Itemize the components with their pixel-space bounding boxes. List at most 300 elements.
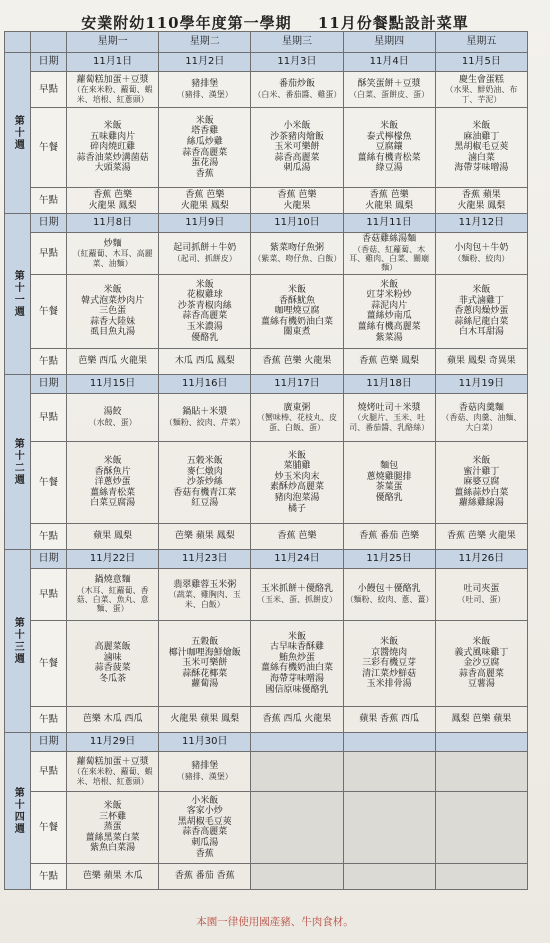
date-cell: 11月1日	[67, 53, 159, 72]
lunch-dish: 蘿絲雞線湯	[458, 498, 504, 509]
breakfast-ingredients: （紅蘿蔔、木耳、高麗菜、油麵）	[72, 249, 153, 268]
snack-fruit: 火龍果 鳳梨	[88, 200, 137, 211]
snack-fruit: 香蕉 蘋果	[461, 189, 501, 200]
breakfast-item: 香菇雞絲湯麵	[362, 234, 417, 244]
breakfast-cell	[251, 72, 343, 108]
lunch-dish: 沙茶炒絲	[186, 477, 223, 488]
header-blank	[5, 32, 31, 53]
breakfast-cell	[159, 751, 251, 791]
lunch-dish: 米飯	[472, 636, 491, 647]
lunch-dish: 絲瓜炒雞	[186, 136, 223, 147]
lunch-dish: 菲式滷雞丁	[458, 295, 504, 306]
breakfast-ingredients: （麵粉、絞肉、芹菜）	[164, 418, 245, 427]
date-cell: 11月22日	[67, 549, 159, 568]
snack-cell	[435, 863, 527, 889]
lunch-cell	[435, 791, 527, 863]
lunch-dish: 蘿蔔湯	[191, 679, 219, 690]
lunch-dish: 菜脯雞	[283, 461, 311, 472]
lunch-dish: 五味雞肉片	[90, 131, 136, 142]
breakfast-ingredients: （麵粉、絞肉、蔥、薑）	[345, 595, 434, 604]
lunch-label: 午餐	[31, 108, 67, 188]
lunch-dish: 刺瓜湯	[283, 163, 311, 174]
breakfast-ingredients: （白菜、蛋餅皮、蛋）	[349, 90, 430, 100]
snack-fruit: 木瓜 西瓜 鳳梨	[174, 356, 235, 367]
page-title	[0, 12, 550, 33]
date-label: 日期	[31, 549, 67, 568]
lunch-dish: 蒜香高麗菜	[458, 668, 504, 679]
snack-fruit: 香蕉 芭樂	[369, 189, 409, 200]
breakfast-cell	[251, 568, 343, 620]
snack-cell	[67, 348, 159, 374]
lunch-cell	[343, 791, 435, 863]
lunch-dish: 韓式泡菜炒肉片	[81, 295, 145, 306]
lunch-dish: 豇芽米粉炒	[366, 290, 412, 301]
lunch-dish: 米飯	[472, 120, 491, 131]
lunch-dish: 蒜酥花椰菜	[182, 668, 228, 679]
breakfast-ingredients: （麵粉、絞肉）	[453, 254, 510, 264]
lunch-dish: 蒜香高麗菜	[182, 827, 228, 838]
lunch-cell	[343, 620, 435, 706]
lunch-dish: 薑絲炒南瓜	[366, 311, 412, 322]
breakfast-ingredients: （蔬菜、雞胸肉、玉米、白飯）	[168, 590, 241, 609]
lunch-cell	[159, 108, 251, 188]
lunch-dish: 素酥炒高麗菜	[269, 482, 324, 493]
date-row	[5, 53, 528, 72]
date-cell	[251, 732, 343, 751]
lunch-row	[5, 108, 528, 188]
lunch-dish: 椰汁咖哩海鮮燴飯	[168, 647, 241, 658]
date-cell: 11月23日	[159, 549, 251, 568]
breakfast-cell	[343, 233, 435, 275]
week-label: 第十三週	[5, 549, 31, 732]
weekday-thursday: 星期四	[343, 32, 435, 53]
lunch-dish: 香菇有機青江菜	[173, 487, 237, 498]
breakfast-cell	[251, 751, 343, 791]
lunch-dish: 優酪乳	[191, 332, 219, 343]
snack-cell	[435, 188, 527, 214]
lunch-dish: 綠豆湯	[375, 163, 403, 174]
breakfast-label: 早點	[31, 233, 67, 275]
snack-fruit: 香蕉 芭樂 火龍果	[447, 531, 516, 542]
lunch-cell	[435, 108, 527, 188]
lunch-row	[5, 274, 528, 348]
lunch-dish: 香蔥肉燥炒蛋	[454, 306, 509, 317]
snack-label: 午點	[31, 348, 67, 374]
lunch-dish: 蒜絲尼龍白菜	[454, 316, 509, 327]
lunch-dish: 蒜香油菜炒溝菌菇	[76, 152, 149, 163]
breakfast-cell	[343, 568, 435, 620]
breakfast-item: 蘿蔔糕加蛋＋豆漿	[76, 74, 149, 85]
week-label: 第十四週	[5, 732, 31, 889]
lunch-cell	[343, 274, 435, 348]
lunch-cell	[67, 108, 159, 188]
lunch-cell	[67, 274, 159, 348]
breakfast-cell	[435, 72, 527, 108]
snack-cell	[251, 863, 343, 889]
breakfast-label: 早點	[31, 393, 67, 441]
lunch-dish: 鮪魚炒蛋	[278, 652, 315, 663]
lunch-dish: 大頭菜湯	[94, 163, 131, 174]
lunch-dish: 蜜汁雞丁	[463, 466, 500, 477]
breakfast-label: 早點	[31, 568, 67, 620]
lunch-dish: 京醬燒肉	[371, 647, 408, 658]
lunch-dish: 米飯	[103, 284, 122, 295]
title-sub: 11月份餐點設計菜單	[317, 14, 469, 32]
breakfast-ingredients: （豬排、漢堡）	[176, 90, 233, 100]
lunch-dish: 米飯	[472, 455, 491, 466]
breakfast-row	[5, 233, 528, 275]
breakfast-ingredients: （水果、鮮奶油、布丁、芋泥）	[445, 85, 518, 104]
breakfast-item: 小饅包＋優酪乳	[357, 584, 421, 595]
lunch-dish: 洋蔥炒蛋	[94, 477, 131, 488]
snack-row	[5, 863, 528, 889]
lunch-dish: 海帶芽味噌湯	[269, 674, 324, 685]
breakfast-item: 蘿蔔糕加蛋＋豆漿	[76, 756, 149, 767]
breakfast-cell	[159, 72, 251, 108]
lunch-dish: 古早味香酥雞	[269, 642, 324, 653]
lunch-dish: 玉米可樂餅	[274, 142, 320, 153]
lunch-dish: 薑絲有機青松菜	[357, 152, 421, 163]
lunch-label: 午餐	[31, 620, 67, 706]
lunch-dish: 高麗菜飯	[94, 642, 131, 653]
lunch-cell	[343, 108, 435, 188]
lunch-dish: 蒜香高麗菜	[274, 152, 320, 163]
lunch-cell	[159, 620, 251, 706]
breakfast-item: 廣東粥	[283, 402, 311, 413]
lunch-cell	[159, 274, 251, 348]
breakfast-cell	[159, 568, 251, 620]
lunch-dish: 小米飯	[191, 795, 219, 806]
lunch-dish: 三彩有機豆芽	[362, 658, 417, 669]
lunch-dish: 關東煮	[283, 327, 311, 338]
lunch-dish: 黑胡椒毛豆莢	[177, 816, 232, 827]
breakfast-ingredients: （蟹味棒、花枝丸、皮蛋、白飯、蛋）	[256, 413, 337, 432]
lunch-dish: 滷味	[103, 652, 122, 663]
breakfast-ingredients: （吐司、蛋）	[457, 595, 506, 604]
breakfast-cell	[67, 568, 159, 620]
breakfast-item: 玉米抓餅＋優酪乳	[260, 584, 333, 595]
lunch-dish: 蒜香菠菜	[94, 663, 131, 674]
breakfast-ingredients: （香菇、肉羹、油麵、大白菜）	[441, 413, 522, 432]
snack-cell	[343, 706, 435, 732]
snack-cell	[435, 523, 527, 549]
lunch-dish: 米飯	[380, 279, 399, 290]
breakfast-item: 番茄炒飯	[278, 79, 315, 90]
lunch-dish: 金沙豆腐	[463, 658, 500, 669]
breakfast-item: 小肉包＋牛奶	[454, 243, 509, 254]
breakfast-ingredients: （白米、番茄醬、雞蛋）	[253, 90, 342, 100]
lunch-row	[5, 791, 528, 863]
lunch-dish: 紅豆湯	[191, 498, 219, 509]
menu-table	[4, 31, 528, 890]
lunch-dish: 冬瓜茶	[99, 674, 127, 685]
breakfast-item: 燒烤吐司＋米漿	[357, 402, 421, 413]
lunch-dish: 薑絲黑菜白菜	[85, 832, 140, 843]
lunch-dish: 豆薯湯	[467, 679, 495, 690]
lunch-dish: 清江菜炒鮮菇	[362, 668, 417, 679]
snack-cell	[159, 523, 251, 549]
breakfast-cell	[159, 233, 251, 275]
lunch-dish: 豆腐鑲	[375, 142, 403, 153]
lunch-dish: 炒玉米肉末	[274, 471, 320, 482]
title-main: 安業附幼110學年度第一學期	[81, 14, 292, 32]
lunch-dish: 蒸蛋	[103, 822, 122, 833]
breakfast-item: 鍋貼＋米漿	[182, 407, 228, 418]
date-row	[5, 374, 528, 393]
lunch-dish: 米飯	[287, 450, 306, 461]
snack-cell	[159, 188, 251, 214]
breakfast-item: 酥笑蛋餅＋豆漿	[357, 79, 421, 90]
lunch-dish: 玉米排骨湯	[366, 679, 412, 690]
snack-label: 午點	[31, 706, 67, 732]
lunch-dish: 滷白菜	[467, 152, 495, 163]
date-cell: 11月4日	[343, 53, 435, 72]
date-row	[5, 214, 528, 233]
breakfast-cell	[435, 751, 527, 791]
date-cell: 11月29日	[67, 732, 159, 751]
snack-cell	[159, 348, 251, 374]
date-cell: 11月8日	[67, 214, 159, 233]
lunch-dish: 五穀米飯	[186, 455, 223, 466]
footer-note: 本園一律使用國產豬、牛肉食材。	[196, 916, 354, 928]
lunch-dish: 米飯	[103, 455, 122, 466]
date-cell: 11月25日	[343, 549, 435, 568]
lunch-dish: 沙茶豬肉燴飯	[269, 131, 324, 142]
breakfast-row	[5, 568, 528, 620]
lunch-dish: 薑絲蒜炒白菜	[454, 487, 509, 498]
snack-fruit: 蘋果 鳳梨 奇異果	[447, 356, 516, 367]
lunch-dish: 五穀飯	[191, 636, 219, 647]
snack-cell	[343, 523, 435, 549]
date-label: 日期	[31, 374, 67, 393]
lunch-dish: 薑絲有機奶油白菜	[260, 316, 333, 327]
breakfast-item: 湯餃	[103, 407, 122, 418]
lunch-cell	[251, 441, 343, 523]
date-cell: 11月17日	[251, 374, 343, 393]
lunch-dish: 刺瓜湯	[191, 838, 219, 849]
breakfast-ingredients: （玉米、蛋、抓餅皮）	[256, 595, 337, 604]
lunch-dish: 米飯	[103, 800, 122, 811]
snack-fruit: 芭樂 西瓜 火龍果	[78, 356, 147, 367]
lunch-dish: 蔥燒雞腿排	[366, 471, 412, 482]
snack-fruit: 香蕉 芭樂 火龍果	[262, 356, 332, 367]
breakfast-ingredients: （豬排、漢堡）	[176, 772, 233, 781]
lunch-cell	[251, 791, 343, 863]
week-label: 第十一週	[5, 214, 31, 375]
lunch-dish: 蒜香高麗菜	[182, 311, 228, 322]
lunch-dish: 義式風味雞丁	[454, 647, 509, 658]
snack-fruit: 香蕉 芭樂	[277, 189, 317, 200]
breakfast-label: 早點	[31, 751, 67, 791]
breakfast-cell	[159, 393, 251, 441]
menu-body	[5, 53, 528, 890]
lunch-dish: 麵包	[380, 461, 399, 472]
lunch-dish: 塔香雞	[191, 126, 219, 137]
breakfast-row	[5, 72, 528, 108]
breakfast-cell	[435, 568, 527, 620]
date-cell: 11月24日	[251, 549, 343, 568]
date-cell: 11月11日	[343, 214, 435, 233]
lunch-dish: 玉米濃湯	[186, 322, 223, 333]
snack-row	[5, 348, 528, 374]
date-label: 日期	[31, 732, 67, 751]
snack-cell	[67, 523, 159, 549]
date-cell	[435, 732, 527, 751]
snack-cell	[159, 863, 251, 889]
date-cell: 11月10日	[251, 214, 343, 233]
lunch-cell	[435, 274, 527, 348]
breakfast-label: 早點	[31, 72, 67, 108]
date-cell: 11月30日	[159, 732, 251, 751]
breakfast-cell	[251, 393, 343, 441]
lunch-dish: 麻婆豆腐	[463, 477, 500, 488]
lunch-row	[5, 441, 528, 523]
weekday-monday: 星期一	[67, 32, 159, 53]
lunch-dish: 茶葉蛋	[375, 482, 403, 493]
lunch-label: 午餐	[31, 274, 67, 348]
snack-cell	[343, 348, 435, 374]
date-cell: 11月19日	[435, 374, 527, 393]
snack-row	[5, 706, 528, 732]
lunch-dish: 海帶芽味噌湯	[454, 163, 509, 174]
lunch-label: 午餐	[31, 441, 67, 523]
snack-cell	[251, 348, 343, 374]
snack-cell	[67, 188, 159, 214]
date-label: 日期	[31, 214, 67, 233]
lunch-cell	[435, 441, 527, 523]
snack-fruit: 香蕉 芭樂	[277, 531, 317, 542]
breakfast-cell	[343, 72, 435, 108]
lunch-dish: 紫魚白菜湯	[90, 843, 136, 854]
lunch-dish: 米飯	[287, 631, 306, 642]
snack-cell	[435, 348, 527, 374]
weekday-tuesday: 星期二	[159, 32, 251, 53]
lunch-dish: 米飯	[195, 279, 214, 290]
lunch-cell	[159, 441, 251, 523]
lunch-dish: 蛋花湯	[191, 158, 219, 169]
date-label: 日期	[31, 53, 67, 72]
breakfast-ingredients: （在來米粉、蘿蔔、蝦米、培根、紅蔥頭）	[72, 767, 153, 786]
breakfast-row	[5, 751, 528, 791]
lunch-dish: 薑絲有機高麗菜	[357, 322, 421, 333]
lunch-dish: 虱目魚丸湯	[90, 327, 136, 338]
lunch-cell	[159, 791, 251, 863]
lunch-dish: 麥仁燉肉	[186, 466, 223, 477]
date-row	[5, 732, 528, 751]
snack-cell	[343, 863, 435, 889]
lunch-dish: 客家小炒	[186, 806, 223, 817]
lunch-cell	[67, 620, 159, 706]
date-cell: 11月12日	[435, 214, 527, 233]
lunch-dish: 薑絲有機奶油白菜	[260, 663, 333, 674]
lunch-dish: 豬肉泡菜湯	[274, 493, 320, 504]
breakfast-row	[5, 393, 528, 441]
snack-fruit: 香蕉 芭樂 鳳梨	[359, 356, 420, 367]
weekday-friday: 星期五	[435, 32, 527, 53]
weekday-wednesday: 星期三	[251, 32, 343, 53]
snack-cell	[67, 863, 159, 889]
breakfast-item: 香菇肉羹麵	[458, 402, 504, 413]
lunch-dish: 碎肉燒豇雞	[90, 142, 136, 153]
breakfast-item: 紫菜吻仔魚粥	[269, 243, 324, 254]
breakfast-item: 豬排堡	[191, 79, 219, 90]
date-cell	[343, 732, 435, 751]
breakfast-cell	[67, 751, 159, 791]
snack-fruit: 火龍果	[283, 200, 311, 211]
snack-row	[5, 188, 528, 214]
breakfast-cell	[67, 393, 159, 441]
lunch-dish: 國信原味優酪乳	[265, 684, 329, 695]
breakfast-cell	[67, 233, 159, 275]
lunch-dish: 香蕉	[195, 168, 214, 179]
date-cell: 11月2日	[159, 53, 251, 72]
snack-fruit: 芭樂 蘋果 鳳梨	[174, 531, 235, 542]
breakfast-item: 豬排堡	[191, 761, 219, 772]
snack-cell	[343, 188, 435, 214]
snack-fruit: 鳳梨 芭樂 蘋果	[451, 714, 512, 725]
lunch-dish: 沙茶青椒肉絲	[177, 300, 232, 311]
lunch-cell	[251, 108, 343, 188]
lunch-dish: 香酥魷魚	[278, 295, 315, 306]
lunch-dish: 蒜泥肉片	[371, 300, 408, 311]
lunch-dish: 黑胡椒毛豆莢	[454, 142, 509, 153]
date-row	[5, 549, 528, 568]
week-label: 第十二週	[5, 374, 31, 549]
breakfast-ingredients: （起司、抓餅皮）	[172, 254, 237, 264]
snack-cell	[435, 706, 527, 732]
snack-fruit: 火龍果 鳳梨	[457, 200, 506, 211]
lunch-dish: 麻油雞丁	[463, 131, 500, 142]
lunch-dish: 薑絲青松菜	[90, 487, 136, 498]
date-cell: 11月3日	[251, 53, 343, 72]
breakfast-cell	[343, 751, 435, 791]
breakfast-cell	[435, 393, 527, 441]
breakfast-ingredients: （紫菜、吻仔魚、白飯）	[253, 254, 342, 264]
breakfast-item: 慶生會蛋糕	[458, 74, 504, 85]
lunch-dish: 白木耳甜湯	[458, 327, 504, 338]
lunch-dish: 橘子	[287, 503, 306, 514]
snack-fruit: 香蕉 芭樂	[185, 189, 225, 200]
weekday-header-row	[5, 32, 528, 53]
breakfast-item: 吐司夾蛋	[463, 584, 500, 595]
lunch-dish: 香酥魚片	[94, 466, 131, 477]
snack-label: 午點	[31, 863, 67, 889]
snack-fruit: 香蕉 芭樂	[93, 189, 133, 200]
header-blank	[31, 32, 67, 53]
breakfast-ingredients: （水餃、蛋）	[88, 418, 137, 427]
snack-cell	[251, 523, 343, 549]
week-label: 第十週	[5, 53, 31, 214]
lunch-dish: 米飯	[195, 115, 214, 126]
snack-cell	[159, 706, 251, 732]
lunch-dish: 米飯	[287, 284, 306, 295]
lunch-dish: 咖哩燒豆腐	[274, 306, 320, 317]
snack-fruit: 香蕉 番茄 芭樂	[359, 531, 420, 542]
lunch-dish: 三杯雞	[99, 811, 127, 822]
lunch-cell	[67, 791, 159, 863]
lunch-dish: 蒜香大陸妹	[90, 316, 136, 327]
date-cell: 11月9日	[159, 214, 251, 233]
lunch-dish: 米飯	[380, 636, 399, 647]
lunch-dish: 紫菜湯	[375, 332, 403, 343]
breakfast-ingredients: （香菇、紅蘿蔔、木耳、雞肉、白菜、關廟麵）	[349, 244, 430, 273]
lunch-cell	[67, 441, 159, 523]
breakfast-cell	[67, 72, 159, 108]
date-cell: 11月26日	[435, 549, 527, 568]
lunch-cell	[343, 441, 435, 523]
snack-cell	[251, 706, 343, 732]
breakfast-cell	[435, 233, 527, 275]
